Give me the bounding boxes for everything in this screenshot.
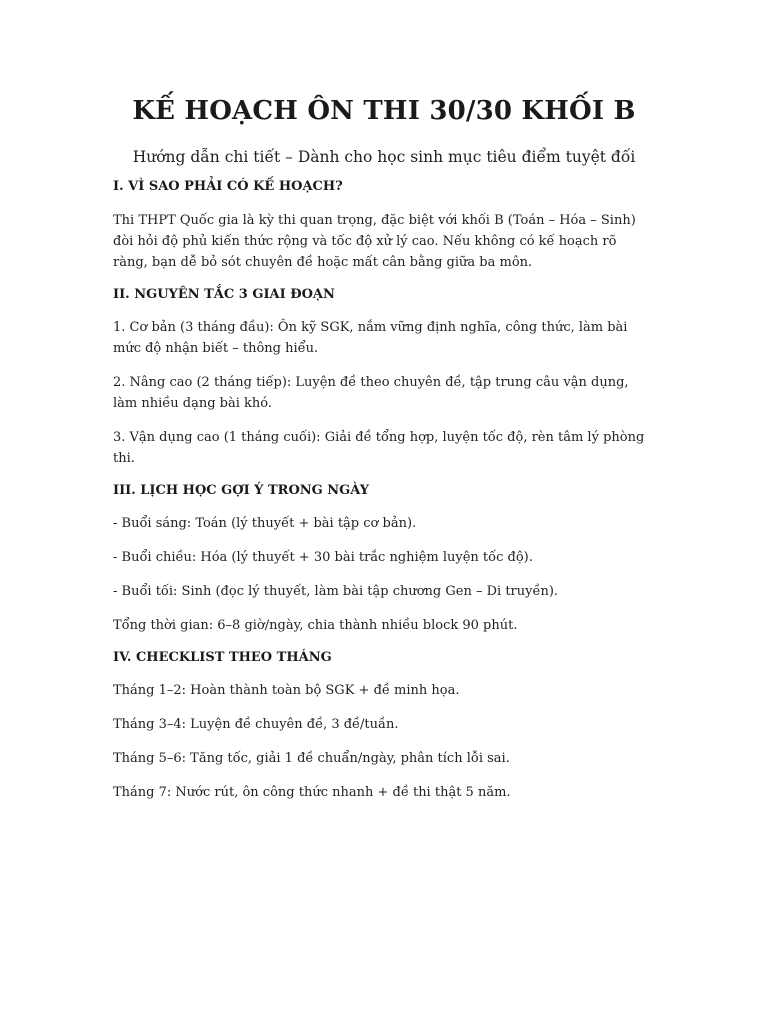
section-paragraph: 1. Cơ bản (3 tháng đầu): Ôn kỹ SGK, nắm vững định nghĩa, công thức, làm bài mức độ nhận biết – thông hiểu.: [113, 320, 628, 356]
section-heading-why-plan: I. VÌ SAO PHẢI CÓ KẾ HOẠCH?: [113, 179, 343, 194]
document-subtitle: Hướng dẫn chi tiết – Dành cho học sinh mục tiêu điểm tuyệt đối: [132, 148, 636, 166]
section-paragraph: 3. Vận dụng cao (1 tháng cuối): Giải đề tổng hợp, luyện tốc độ, rèn tâm lý phòng thi.: [113, 430, 645, 466]
section-paragraph: Tháng 7: Nước rút, ôn công thức nhanh + đề thi thật 5 năm.: [113, 785, 511, 800]
section-paragraph: Tháng 3–4: Luyện đề chuyên đề, 3 đề/tuần.: [113, 717, 399, 732]
document-title: KẾ HOẠCH ÔN THI 30/30 KHỐI B: [132, 96, 636, 126]
section-paragraph: Tháng 5–6: Tăng tốc, giải 1 đề chuẩn/ngày, phân tích lỗi sai.: [113, 751, 510, 766]
section-paragraph: Tổng thời gian: 6–8 giờ/ngày, chia thành nhiều block 90 phút.: [113, 618, 518, 633]
section-paragraph: - Buổi sáng: Toán (lý thuyết + bài tập cơ bản).: [113, 516, 417, 531]
section-paragraph: - Buổi tối: Sinh (đọc lý thuyết, làm bài tập chương Gen – Di truyền).: [113, 584, 559, 599]
section-paragraph: 2. Nâng cao (2 tháng tiếp): Luyện đề theo chuyên đề, tập trung câu vận dụng, làm nhiều dạng bài khó.: [113, 375, 629, 411]
section-heading-three-phases: II. NGUYÊN TẮC 3 GIAI ĐOẠN: [113, 287, 335, 302]
section-paragraph: Tháng 1–2: Hoàn thành toàn bộ SGK + đề minh họa.: [113, 683, 460, 698]
section-heading-daily-schedule: III. LỊCH HỌC GỢI Ý TRONG NGÀY: [113, 483, 370, 498]
section-paragraph: Thi THPT Quốc gia là kỳ thi quan trọng, đặc biệt với khối B (Toán – Hóa – Sinh) đòi hỏi độ phủ kiến thức rộng và tốc độ xử lý cao. Nếu không có kế hoạch rõ ràng, bạn dễ bỏ sót chuyên đề hoặc mất cân bằng giữa ba môn.: [113, 213, 636, 270]
section-heading-monthly-checklist: IV. CHECKLIST THEO THÁNG: [113, 650, 332, 665]
section-paragraph: - Buổi chiều: Hóa (lý thuyết + 30 bài trắc nghiệm luyện tốc độ).: [113, 550, 533, 565]
